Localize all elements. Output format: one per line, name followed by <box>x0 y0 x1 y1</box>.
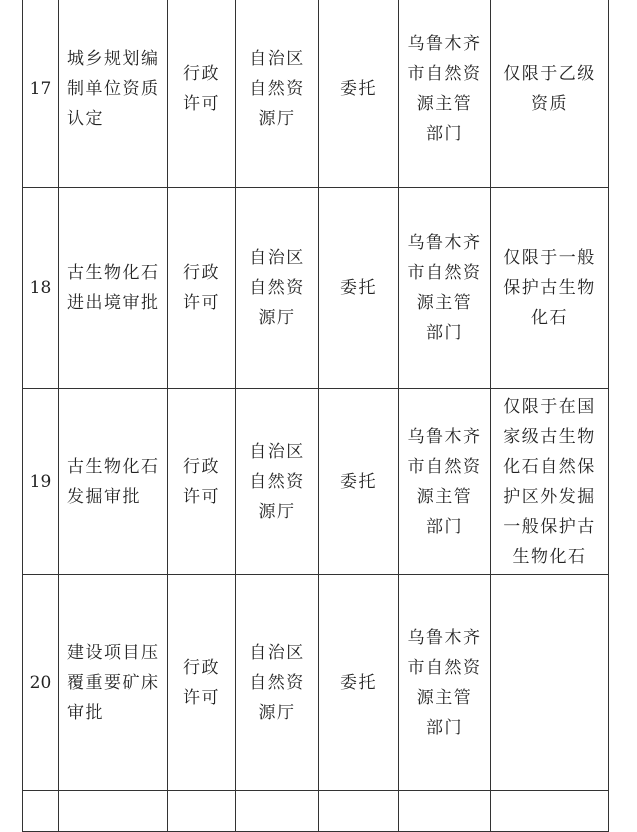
table-row-partial <box>23 791 609 832</box>
remark <box>491 575 609 791</box>
empty-cell <box>319 791 399 832</box>
delegation-mode: 委托 <box>319 575 399 791</box>
table-row <box>23 0 609 188</box>
remark: 仅限于乙级 资质 <box>491 0 609 188</box>
receiving-department: 乌鲁木齐 市自然资 源主管 部门 <box>399 0 491 188</box>
row-number: 19 <box>23 389 59 575</box>
empty-cell <box>236 791 319 832</box>
delegation-mode: 委托 <box>319 188 399 389</box>
item-name: 建设项目压 覆重要矿床 审批 <box>59 575 168 791</box>
empty-cell <box>23 791 59 832</box>
item-category: 行政 许可 <box>168 389 236 575</box>
receiving-department: 乌鲁木齐 市自然资 源主管 部门 <box>399 188 491 389</box>
empty-cell <box>168 791 236 832</box>
item-category: 行政 许可 <box>168 0 236 188</box>
remark: 仅限于在国 家级古生物 化石自然保 护区外发掘 一般保护古 生物化石 <box>491 389 609 575</box>
row-number: 18 <box>23 188 59 389</box>
delegation-mode: 委托 <box>319 0 399 188</box>
original-authority: 自治区 自然资 源厅 <box>236 188 319 389</box>
table-row <box>23 389 609 575</box>
row-number: 20 <box>23 575 59 791</box>
item-name: 城乡规划编 制单位资质 认定 <box>59 0 168 188</box>
row-number: 17 <box>23 0 59 188</box>
table-row <box>23 575 609 791</box>
original-authority: 自治区 自然资 源厅 <box>236 389 319 575</box>
empty-cell <box>491 791 609 832</box>
item-category: 行政 许可 <box>168 188 236 389</box>
receiving-department: 乌鲁木齐 市自然资 源主管 部门 <box>399 575 491 791</box>
original-authority: 自治区 自然资 源厅 <box>236 0 319 188</box>
remark: 仅限于一般 保护古生物 化石 <box>491 188 609 389</box>
item-name: 古生物化石 进出境审批 <box>59 188 168 389</box>
table-row <box>23 188 609 389</box>
receiving-department: 乌鲁木齐 市自然资 源主管 部门 <box>399 389 491 575</box>
delegation-table <box>22 0 609 832</box>
item-name: 古生物化石 发掘审批 <box>59 389 168 575</box>
item-category: 行政 许可 <box>168 575 236 791</box>
empty-cell <box>59 791 168 832</box>
empty-cell <box>399 791 491 832</box>
delegation-mode: 委托 <box>319 389 399 575</box>
original-authority: 自治区 自然资 源厅 <box>236 575 319 791</box>
